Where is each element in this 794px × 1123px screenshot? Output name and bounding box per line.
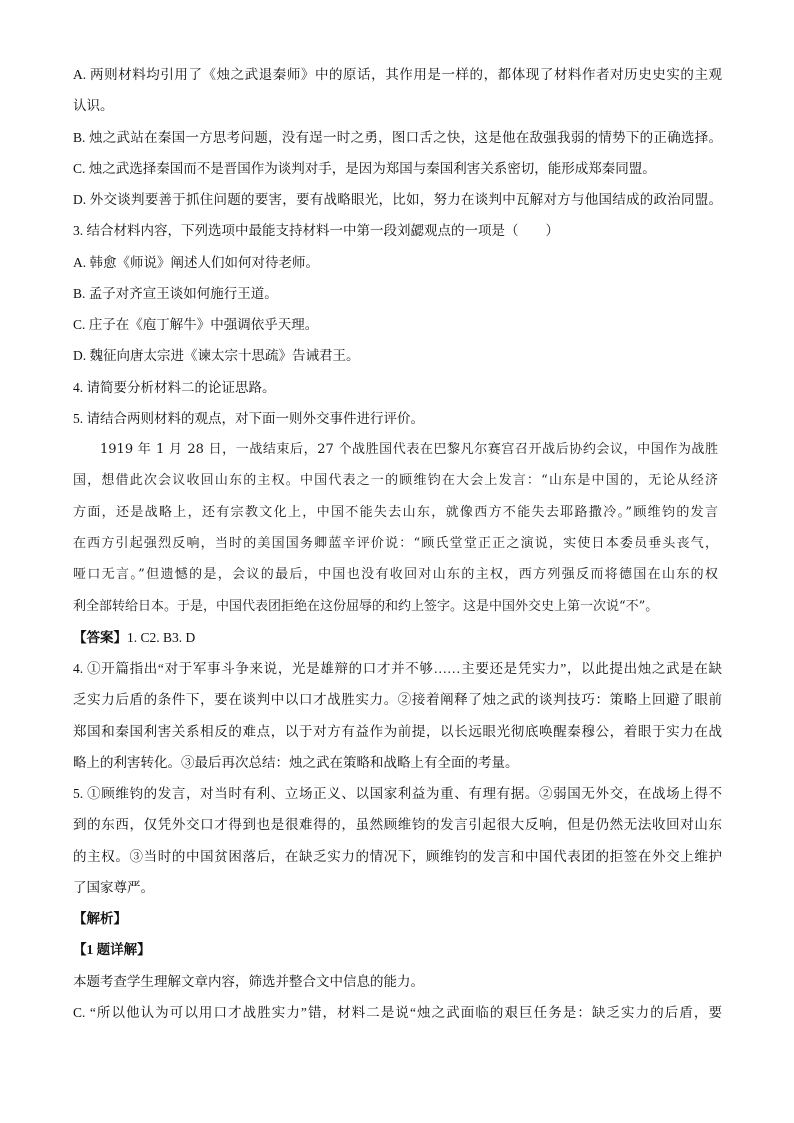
answer-4-line: 略上的利害转化。③最后再次总结：烛之武在策略和战略上有全面的考量。	[73, 754, 519, 770]
answer-5-line: 的主权。③当时的中国贫困落后，在缺乏实力的情况下，顾维钧的发言和中国代表团的拒签在外交上维护	[73, 848, 722, 864]
question-3	[73, 215, 722, 371]
question-2-option-d: D. 外交谈判要善于抓住问题的要害，要有战略眼光，比如，努力在谈判中瓦解对方与他国结成的政治同盟。	[73, 192, 722, 208]
question-3-stem: 3. 结合材料内容，下列选项中最能支持材料一中第一段刘勰观点的一项是（ ）	[73, 223, 559, 239]
answer-choices: 1. C2. B3. D	[127, 629, 196, 645]
question-1-option-c-analysis: C. “所以他认为可以用口才战胜实力”错，材料二是说“烛之武面临的艰巨任务是：缺乏实力的后盾，要	[73, 1004, 722, 1020]
question-1-detail-heading: 【1 题详解】	[73, 942, 151, 958]
question-3-option-d: D. 魏征向唐太宗进《谏太宗十思疏》告诫君王。	[73, 348, 360, 364]
passage-line: 方面，还是战略上，还有宗教文化上，中国不能失去山东，就像西方不能失去耶路撒冷。”顾维钧的发言	[73, 504, 718, 520]
analysis-label: 【解析】	[73, 911, 127, 927]
answer-label: 【答案】	[73, 629, 127, 645]
answer-summary	[73, 622, 722, 653]
passage-line: 1919 年 1 月 28 日，一战结束后，27 个战胜国代表在巴黎凡尔赛宫召开战后协约会议，中国作为战胜	[100, 442, 718, 458]
answer-4-line: 郑国和秦国利害关系相反的难点，以于对方有益作为前提，以长远眼光彻底唤醒秦穆公，着眼于实力在战	[73, 723, 722, 739]
answer-5-line: 了国家尊严。	[73, 879, 154, 895]
passage-line: 利全部转给日本。于是，中国代表团拒绝在这份屈辱的和约上签字。这是中国外交史上第一次说“不”。	[73, 598, 659, 614]
exam-page	[73, 59, 722, 1028]
question-5-stem: 5. 请结合两则材料的观点，对下面一则外交事件进行评价。	[73, 410, 424, 426]
passage-line: 在西方引起强烈反响，当时的美国国务卿蓝辛评价说：“顾氏堂堂正正之演说，实使日本委员垂头丧气，	[73, 535, 718, 551]
answer-question-4	[73, 653, 722, 778]
question-2-option-c: C. 烛之武选择秦国而不是晋国作为谈判对手，是因为郑国与秦国利害关系密切，能形成郑秦同盟。	[73, 160, 656, 176]
question-3-option-b: B. 孟子对齐宣王谈如何施行王道。	[73, 285, 278, 301]
answer-4-line: 乏实力后盾的条件下，要在谈判中以口才战胜实力。②接着阐释了烛之武的谈判技巧：策略上回避了眼前	[73, 692, 722, 708]
question-4-stem: 4. 请简要分析材料二的论证思路。	[73, 379, 276, 395]
answer-5-line: 到的东西，仅凭外交口才得到也是很难得的，虽然顾维钧的发言引起很大反响，但是仍然无法收回对山东	[73, 817, 722, 833]
question-2-options	[73, 59, 722, 215]
question-3-option-a: A. 韩愈《师说》阐述人们如何对待老师。	[73, 254, 319, 270]
question-3-option-c: C. 庄子在《庖丁解牛》中强调依乎天理。	[73, 317, 319, 333]
diplomacy-passage	[73, 434, 722, 622]
passage-line: 哑口无言。”但遗憾的是，会议的最后，中国也没有收回对山东的主权，西方列强反而将德国在山东的权	[73, 567, 718, 583]
answer-4-line: 4. ①开篇指出“对于军事斗争来说，光是雄辩的口才并不够……主要还是凭实力”，以此提出烛之武是在缺	[73, 661, 722, 677]
question-2-option-a-continuation: 认识。	[73, 98, 114, 114]
answer-5-line: 5. ①顾维钧的发言，对当时有利、立场正义、以国家利益为重、有理有据。②弱国无外交，在战场上得不	[73, 786, 722, 802]
question-2-option-b: B. 烛之武站在秦国一方思考问题，没有逞一时之勇，图口舌之快，这是他在敌强我弱的情势下的正确选择。	[73, 129, 722, 145]
passage-line: 国，想借此次会议收回山东的主权。中国代表之一的顾维钧在大会上发言：“山东是中国的，无论从经济	[73, 473, 718, 489]
question-1-intro: 本题考查学生理解文章内容，筛选并整合文中信息的能力。	[73, 973, 424, 989]
question-2-option-a: A. 两则材料均引用了《烛之武退秦师》中的原话，其作用是一样的，都体现了材料作者对历史史实的主观	[73, 67, 722, 82]
answer-question-5	[73, 778, 722, 903]
